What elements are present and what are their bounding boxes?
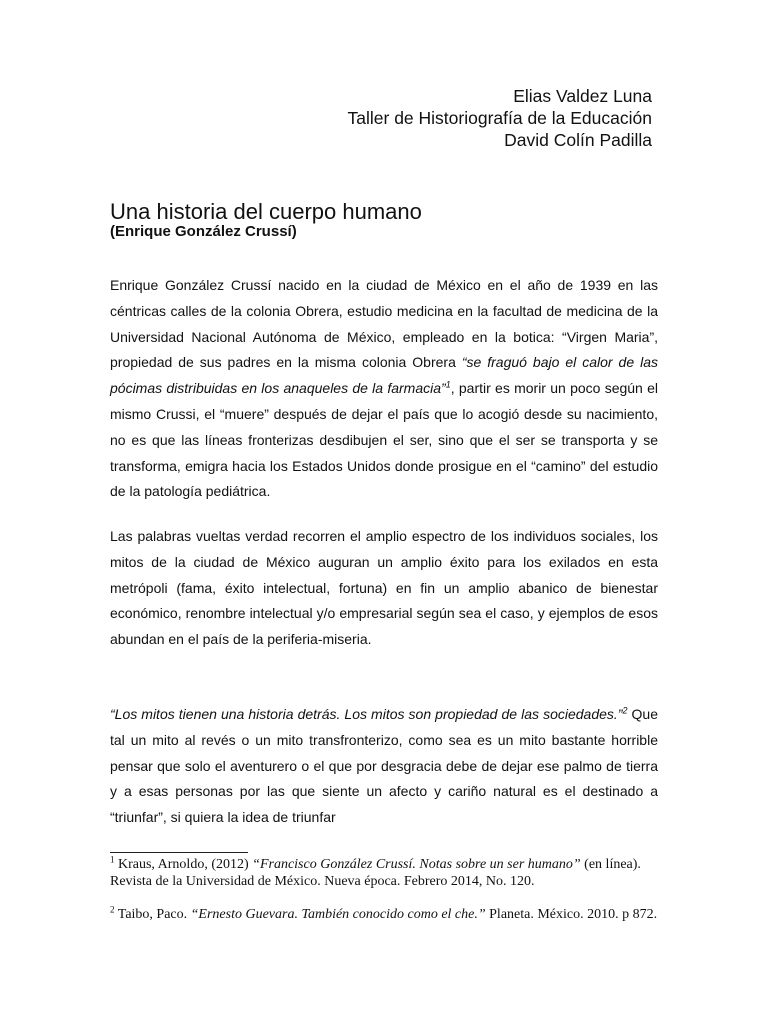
document-title: Una historia del cuerpo humano xyxy=(110,199,422,224)
footnote-1-title: “Francisco González Crussí. Notas sobre un ser humano” xyxy=(252,857,581,872)
paragraph-2: Las palabras vueltas verdad recorren el amplio espectro de los individuos sociales, los mitos de la ciudad de México auguran un amplio éxito para los exilados en esta metrópoli (fama, éxito intelectual, fortuna) en fin un amplio abanico de bienestar económico, renombre intelectual y/o empresarial según sea el caso, y ejemplos de esos abundan en el país de la periferia-miseria. xyxy=(110,528,658,648)
paragraph-3 xyxy=(110,702,658,831)
footnote-2 xyxy=(110,906,660,923)
footnote-ref-2: 2 xyxy=(622,705,628,716)
paragraph-1 xyxy=(110,273,658,505)
footnote-2-title: “Ernesto Guevara. También conocido como el che.” xyxy=(190,907,486,922)
footnote-1-pre: Kraus, Arnoldo, (2012) xyxy=(114,857,253,872)
paragraph-1-quote: “se fraguó bajo el calor de las pócimas distribuidas en los anaqueles de la farmacia” xyxy=(110,354,658,397)
footnote-2-pre: Taibo, Paco. xyxy=(114,907,191,922)
footnote-2-post: Planeta. México. 2010. p 872. xyxy=(485,907,658,922)
paragraph-1-text-b: , partir es morir un poco según el mismo Crussi, el “muere” después de dejar el país que lo acogió desde su nacimiento, no es que las líneas fronterizas desdibujen el ser, sino que el ser se transporta y se transforma, emigra hacia los Estados Unidos donde prosigue en el “camino” del estudio de la patología pediátrica. xyxy=(110,380,658,500)
footnote-1 xyxy=(110,856,660,890)
footnote-2-number: 2 xyxy=(110,904,115,915)
author-name: Elias Valdez Luna xyxy=(513,86,652,106)
header-block xyxy=(348,85,652,151)
footnote-1-post: (en línea). Revista de la Universidad de México. Nueva época. Febrero 2014, No. 120. xyxy=(110,857,641,889)
course-name: Taller de Historiografía de la Educación xyxy=(347,108,652,128)
paragraph-3-text: Que tal un mito al revés o un mito transfronterizo, como sea es un mito bastante horrible pensar que solo el aventurero o el que por desgracia debe de dejar ese palmo de tierra y a esas personas por las que siente un afecto y cariño natural es el destinado a “triunfar”, si quiera la idea de triunfar xyxy=(110,706,658,826)
document-subtitle: (Enrique González Crussí) xyxy=(110,223,297,240)
paragraph-1-text-a: Enrique González Crussí nacido en la ciudad de México en el año de 1939 en las céntricas calles de la colonia Obrera, estudio medicina en la facultad de medicina de la Universidad Nacional Autónoma de México, empleado en la botica: “Virgen Maria”, propiedad de sus padres en la misma colonia Obrera xyxy=(110,277,658,371)
teacher-name: David Colín Padilla xyxy=(504,130,652,150)
footnote-ref-1: 1 xyxy=(445,379,451,390)
paragraph-3-quote: “Los mitos tienen una historia detrás. Los mitos son propiedad de las sociedades.” xyxy=(110,706,623,722)
footnote-divider xyxy=(110,852,248,853)
footnote-1-number: 1 xyxy=(110,854,115,865)
